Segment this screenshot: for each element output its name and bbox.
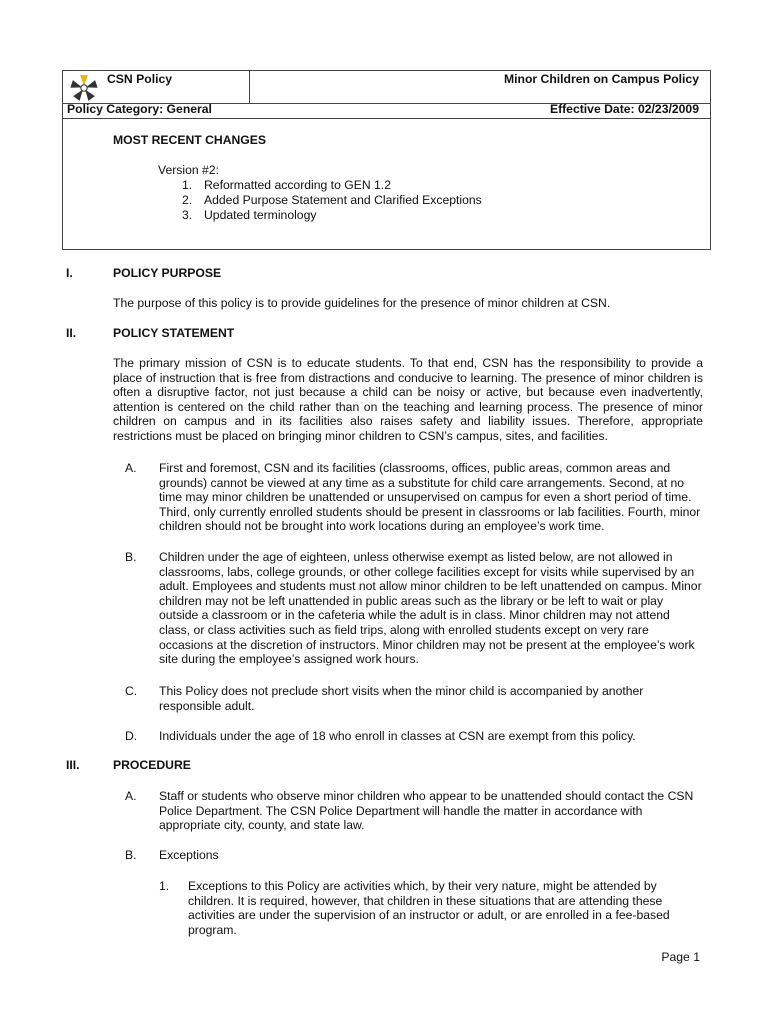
- change-text-1: Reformatted according to GEN 1.2: [204, 178, 391, 192]
- exception-num-1: 1.: [159, 879, 170, 893]
- statement-intro: The primary mission of CSN is to educate students. To that end, CSN has the responsibility to provide a place of instruction that is free from distractions and conducive to learning. The presence of minor children is often a disruptive factor, not just because a child can be noisy or active, but because even inadvertently, attention is centered on the child rather than on the teaching and learning process. The presence of minor children on campus and in its facilities also raises safety and liability issues. Therefore, appropriate restrictions must be placed on bringing minor children to CSN’s campus, sites, and facilities.: [113, 356, 703, 443]
- csn-logo-icon: [69, 73, 99, 103]
- item-letter-b: B.: [125, 550, 137, 564]
- changes-heading: MOST RECENT CHANGES: [113, 133, 267, 147]
- org-title: CSN Policy: [107, 72, 173, 86]
- section-numeral-i: I.: [66, 266, 73, 280]
- item-text-c: This Policy does not preclude short visits when the minor child is accompanied by another responsible adult.: [159, 684, 644, 713]
- item-text-d: Individuals under the age of 18 who enroll in classes at CSN are exempt from this policy.: [159, 729, 636, 743]
- section-numeral-ii: II.: [66, 326, 77, 340]
- policy-title: Minor Children on Campus Policy: [503, 72, 699, 86]
- effective-date: Effective Date: 02/23/2009: [549, 102, 699, 116]
- procedure-text-a: Staff or students who observe minor children who appear to be unattended should contact the CSN Police Department. The CSN Police Department will handle the matter in accordance with appropriate city, county, and state law.: [159, 789, 694, 833]
- page-number: Page 1: [661, 950, 700, 964]
- section-heading-statement: POLICY STATEMENT: [113, 326, 235, 340]
- change-num-3: 3.: [182, 208, 193, 222]
- procedure-letter-b: B.: [125, 848, 137, 862]
- change-num-2: 2.: [182, 193, 193, 207]
- procedure-letter-a: A.: [125, 789, 137, 803]
- item-letter-d: D.: [125, 729, 138, 743]
- version-label: Version #2:: [158, 163, 219, 177]
- header-divider: [249, 71, 250, 103]
- item-letter-a: A.: [125, 461, 137, 475]
- policy-header-table: [62, 70, 711, 250]
- item-text-a: First and foremost, CSN and its facilities (classrooms, offices, public areas, common areas and grounds) cannot be viewed at any time as a substitute for child care arrangements. Second, at no time may minor children be unattended or unsupervised on campus for even a short period of time. Third, only currently enrolled students should be present in classrooms or lab facilities. Fourth, minor children should not be brought into work locations during an employee’s work time.: [159, 461, 701, 534]
- item-letter-c: C.: [125, 684, 138, 698]
- section-heading-procedure: PROCEDURE: [113, 758, 191, 772]
- procedure-text-b: Exceptions: [159, 848, 219, 862]
- change-num-1: 1.: [182, 178, 193, 192]
- purpose-text: The purpose of this policy is to provide guidelines for the presence of minor children at CSN.: [113, 296, 611, 310]
- change-text-3: Updated terminology: [204, 208, 317, 222]
- exception-text-1: Exceptions to this Policy are activities which, by their very nature, might be attended by children. It is required, however, that children in these situations that are attending these activities are under the supervision of an instructor or adult, or are enrolled in a fee-based program.: [188, 879, 670, 937]
- section-heading-purpose: POLICY PURPOSE: [113, 266, 222, 280]
- item-text-b: Children under the age of eighteen, unless otherwise exempt as listed below, are not allowed in classrooms, labs, college grounds, or other college facilities except for visits while supervised by an adult. Employees and students must not allow minor children to be left unattended on campus. Minor children may not be left unattended in public areas such as the library or be left to wait or play outside a classroom or in the cafeteria while the adult is in class. Minor children may not attend class, or class activities such as field trips, along with enrolled students except on very rare occasions at the discretion of instructors. Minor children may not be present at the employee’s work site during the employee’s assigned work hours.: [159, 550, 702, 667]
- section-numeral-iii: III.: [66, 758, 80, 772]
- policy-category: Policy Category: General: [67, 102, 212, 116]
- change-text-2: Added Purpose Statement and Clarified Exceptions: [204, 193, 482, 207]
